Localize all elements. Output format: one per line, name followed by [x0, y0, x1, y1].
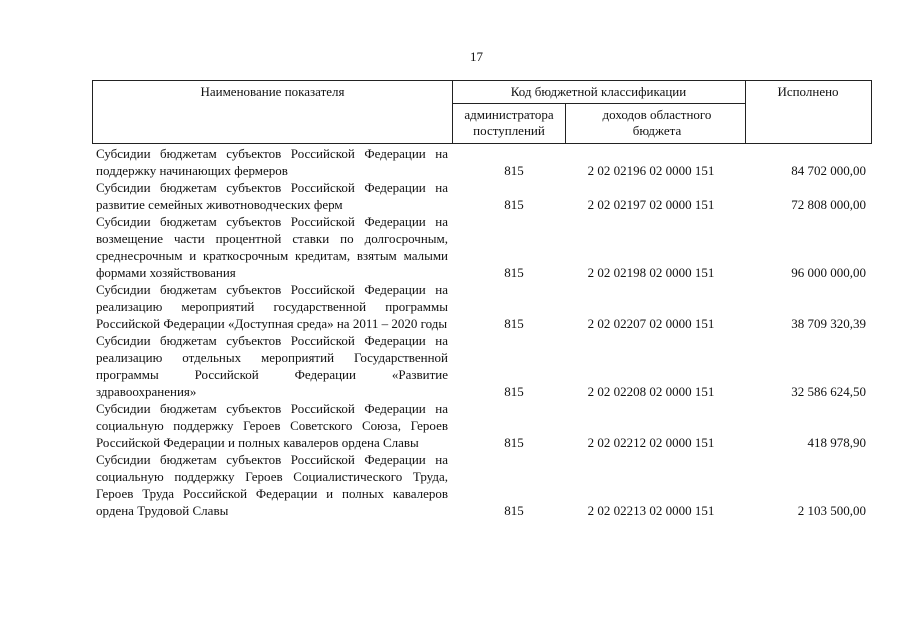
row-amount: 84 702 000,00 — [791, 163, 866, 178]
column-divider — [565, 103, 566, 143]
header-code-group: Код бюджетной классификации — [510, 84, 687, 99]
row-name: Субсидии бюджетам субъектов Российской Федерации на возмещение части процентной ставки по долгосрочным, среднесрочным и краткосрочным кредитам, взятым малыми формами хозяйствования — [96, 214, 448, 280]
row-name: Субсидии бюджетам субъектов Российской Федерации на поддержку начинающих фермеров — [96, 146, 448, 178]
row-income-code: 2 02 02197 02 0000 151 — [587, 197, 715, 212]
row-admin-code: 815 — [504, 503, 524, 518]
row-income-code: 2 02 02198 02 0000 151 — [587, 265, 715, 280]
row-admin-code: 815 — [504, 163, 524, 178]
row-admin-code: 815 — [504, 384, 524, 399]
row-amount: 38 709 320,39 — [791, 316, 866, 331]
table-row — [96, 332, 876, 400]
row-income-code: 2 02 02208 02 0000 151 — [587, 384, 715, 399]
header-name-column: Наименование показателя — [200, 84, 345, 99]
table-row — [96, 145, 876, 179]
row-income-code: 2 02 02212 02 0000 151 — [587, 435, 715, 450]
row-amount: 32 586 624,50 — [791, 384, 866, 399]
row-amount: 96 000 000,00 — [791, 265, 866, 280]
row-name: Субсидии бюджетам субъектов Российской Федерации на реализацию мероприятий государственной программы Российской Федерации «Доступная среда» на 2011 – 2020 годы — [96, 282, 448, 331]
row-name: Субсидии бюджетам субъектов Российской Федерации на развитие семейных животноводческих ферм — [96, 180, 448, 212]
row-name: Субсидии бюджетам субъектов Российской Федерации на социальную поддержку Героев Социалистического Труда, Героев Труда Российской Федерации и полных кавалеров ордена Трудовой Славы — [96, 452, 448, 518]
row-name: Субсидии бюджетам субъектов Российской Федерации на социальную поддержку Героев Советского Союза, Героев Российской Федерации и полных кавалеров ордена Славы — [96, 401, 448, 450]
table-row — [96, 213, 876, 281]
row-amount: 418 978,90 — [807, 435, 866, 450]
row-admin-code: 815 — [504, 435, 524, 450]
row-name: Субсидии бюджетам субъектов Российской Федерации на реализацию отдельных мероприятий Государственной программы Российской Федерации «Развитие здравоохранения» — [96, 333, 448, 399]
row-income-code: 2 02 02196 02 0000 151 — [587, 163, 715, 178]
header-divider — [452, 103, 745, 104]
header-income-column: доходов областного бюджета — [602, 107, 712, 138]
row-amount: 2 103 500,00 — [797, 503, 866, 518]
page-number: 17 — [470, 49, 483, 64]
header-executed-column: Исполнено — [777, 84, 839, 99]
table-header — [92, 80, 872, 144]
row-income-code: 2 02 02207 02 0000 151 — [587, 316, 715, 331]
table-row — [96, 179, 876, 213]
row-admin-code: 815 — [504, 316, 524, 331]
header-admin-column: администратора поступлений — [464, 107, 554, 138]
table-row — [96, 451, 876, 519]
table-row — [96, 281, 876, 332]
row-amount: 72 808 000,00 — [791, 197, 866, 212]
table-body — [96, 145, 876, 519]
row-admin-code: 815 — [504, 265, 524, 280]
row-admin-code: 815 — [504, 197, 524, 212]
row-income-code: 2 02 02213 02 0000 151 — [587, 503, 715, 518]
table-row — [96, 400, 876, 451]
